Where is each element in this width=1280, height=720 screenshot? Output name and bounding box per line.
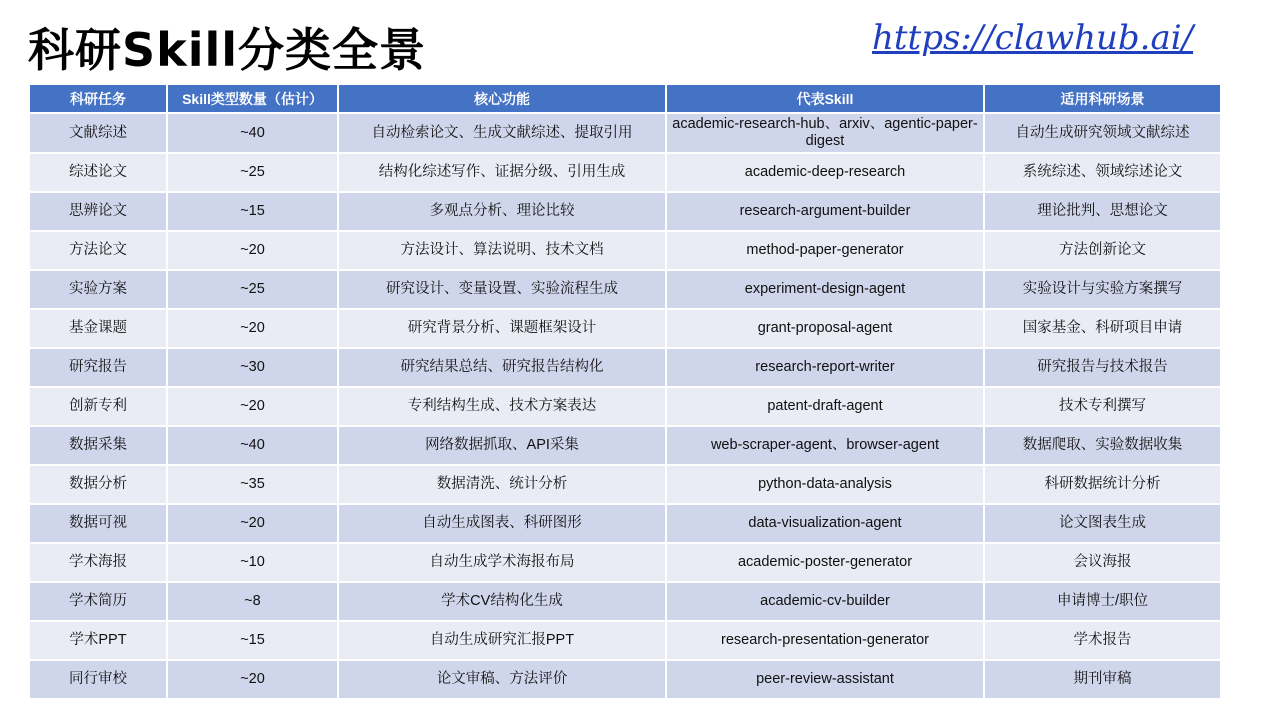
cell-function: 学术CV结构化生成 (339, 583, 665, 620)
cell-task: 综述论文 (30, 154, 166, 191)
cell-count: ~40 (168, 114, 337, 152)
cell-function: 结构化综述写作、证据分级、引用生成 (339, 154, 665, 191)
cell-function: 自动生成学术海报布局 (339, 544, 665, 581)
cell-count: ~40 (168, 427, 337, 464)
table-row (30, 544, 1220, 581)
cell-function: 网络数据抓取、API采集 (339, 427, 665, 464)
header-scenario: 适用科研场景 (985, 85, 1220, 112)
cell-scenario: 实验设计与实验方案撰写 (985, 271, 1220, 308)
cell-count: ~20 (168, 388, 337, 425)
table-row (30, 154, 1220, 191)
cell-count: ~25 (168, 154, 337, 191)
cell-count: ~25 (168, 271, 337, 308)
page-title: 科研Skill分类全景 (28, 23, 427, 77)
cell-task: 文献综述 (30, 114, 166, 152)
cell-skill: academic-cv-builder (667, 583, 983, 620)
cell-count: ~20 (168, 661, 337, 698)
cell-skill: web-scraper-agent、browser-agent (667, 427, 983, 464)
cell-count: ~10 (168, 544, 337, 581)
cell-scenario: 学术报告 (985, 622, 1220, 659)
cell-function: 研究背景分析、课题框架设计 (339, 310, 665, 347)
cell-function: 论文审稿、方法评价 (339, 661, 665, 698)
table-header-row (30, 85, 1220, 112)
table-row (30, 583, 1220, 620)
cell-task: 学术PPT (30, 622, 166, 659)
cell-function: 自动生成研究汇报PPT (339, 622, 665, 659)
cell-count: ~20 (168, 232, 337, 269)
cell-skill: research-argument-builder (667, 193, 983, 230)
table-row (30, 661, 1220, 698)
cell-function: 多观点分析、理论比较 (339, 193, 665, 230)
cell-function: 自动生成图表、科研图形 (339, 505, 665, 542)
cell-scenario: 数据爬取、实验数据收集 (985, 427, 1220, 464)
cell-count: ~20 (168, 310, 337, 347)
table-row (30, 114, 1220, 152)
cell-task: 同行审校 (30, 661, 166, 698)
cell-function: 数据清洗、统计分析 (339, 466, 665, 503)
table-row (30, 232, 1220, 269)
cell-scenario: 会议海报 (985, 544, 1220, 581)
cell-task: 基金课题 (30, 310, 166, 347)
cell-skill: academic-deep-research (667, 154, 983, 191)
table-row (30, 427, 1220, 464)
cell-skill: data-visualization-agent (667, 505, 983, 542)
table-row (30, 349, 1220, 386)
cell-scenario: 系统综述、领域综述论文 (985, 154, 1220, 191)
cell-task: 创新专利 (30, 388, 166, 425)
cell-scenario: 自动生成研究领域文献综述 (985, 114, 1220, 152)
cell-task: 学术海报 (30, 544, 166, 581)
cell-task: 数据可视 (30, 505, 166, 542)
cell-task: 实验方案 (30, 271, 166, 308)
cell-skill: method-paper-generator (667, 232, 983, 269)
cell-task: 学术简历 (30, 583, 166, 620)
cell-count: ~35 (168, 466, 337, 503)
cell-task: 数据分析 (30, 466, 166, 503)
skill-table (28, 83, 1222, 700)
cell-count: ~30 (168, 349, 337, 386)
cell-skill: python-data-analysis (667, 466, 983, 503)
cell-task: 方法论文 (30, 232, 166, 269)
header-task: 科研任务 (30, 85, 166, 112)
cell-skill: experiment-design-agent (667, 271, 983, 308)
cell-skill: academic-research-hub、arxiv、agentic-paper-digest (667, 114, 983, 152)
cell-skill: patent-draft-agent (667, 388, 983, 425)
cell-function: 研究结果总结、研究报告结构化 (339, 349, 665, 386)
cell-scenario: 理论批判、思想论文 (985, 193, 1220, 230)
header-count: Skill类型数量（估计） (168, 85, 337, 112)
cell-scenario: 申请博士/职位 (985, 583, 1220, 620)
cell-task: 研究报告 (30, 349, 166, 386)
cell-task: 数据采集 (30, 427, 166, 464)
cell-skill: grant-proposal-agent (667, 310, 983, 347)
header-function: 核心功能 (339, 85, 665, 112)
table-row (30, 388, 1220, 425)
cell-task: 思辨论文 (30, 193, 166, 230)
cell-count: ~8 (168, 583, 337, 620)
header-skill: 代表Skill (667, 85, 983, 112)
cell-count: ~20 (168, 505, 337, 542)
table-row (30, 466, 1220, 503)
cell-scenario: 方法创新论文 (985, 232, 1220, 269)
cell-scenario: 科研数据统计分析 (985, 466, 1220, 503)
cell-scenario: 期刊审稿 (985, 661, 1220, 698)
table-row (30, 193, 1220, 230)
cell-scenario: 技术专利撰写 (985, 388, 1220, 425)
table-row (30, 310, 1220, 347)
cell-scenario: 国家基金、科研项目申请 (985, 310, 1220, 347)
cell-skill: research-presentation-generator (667, 622, 983, 659)
table-row (30, 271, 1220, 308)
cell-skill: academic-poster-generator (667, 544, 983, 581)
cell-scenario: 研究报告与技术报告 (985, 349, 1220, 386)
cell-scenario: 论文图表生成 (985, 505, 1220, 542)
cell-function: 方法设计、算法说明、技术文档 (339, 232, 665, 269)
table-row (30, 505, 1220, 542)
cell-function: 专利结构生成、技术方案表达 (339, 388, 665, 425)
clawhub-link[interactable]: https://clawhub.ai/ (872, 18, 1194, 58)
cell-skill: peer-review-assistant (667, 661, 983, 698)
cell-count: ~15 (168, 193, 337, 230)
cell-count: ~15 (168, 622, 337, 659)
cell-function: 自动检索论文、生成文献综述、提取引用 (339, 114, 665, 152)
cell-function: 研究设计、变量设置、实验流程生成 (339, 271, 665, 308)
cell-skill: research-report-writer (667, 349, 983, 386)
table-row (30, 622, 1220, 659)
